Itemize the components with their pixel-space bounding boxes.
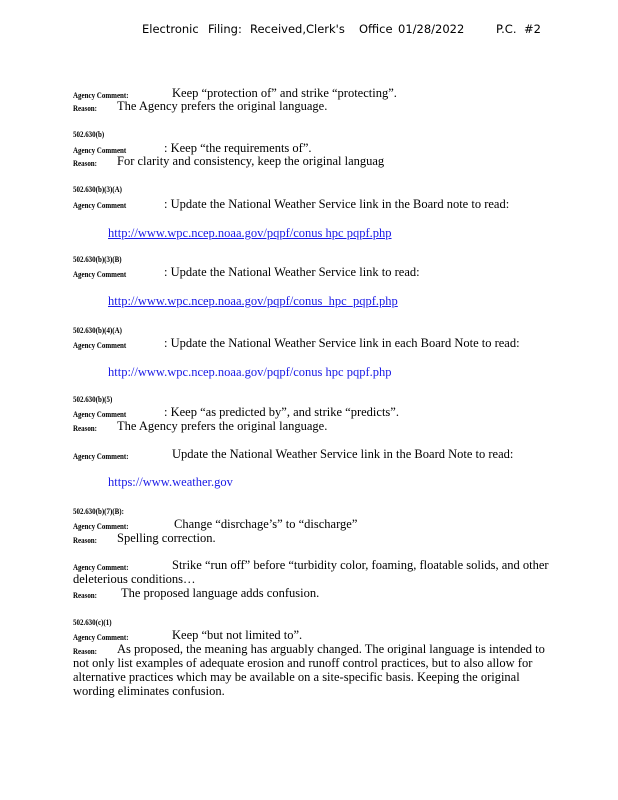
reason-label: Reason:: [73, 103, 98, 113]
comment-text-line2: deleterious conditions…: [73, 572, 196, 586]
reason-label: Reason:: [73, 646, 98, 656]
reason-text-line4: wording eliminates confusion.: [73, 684, 225, 698]
header-received: Received,Clerk's: [250, 22, 345, 36]
section-number: 502.630(b): [73, 129, 105, 139]
reason-text: For clarity and consistency, keep the original languag: [117, 154, 385, 168]
section-number: 502.630(b)(4)(A): [73, 325, 122, 335]
reason-text-line1: As proposed, the meaning has arguably changed. The original language is intended to: [117, 642, 545, 656]
nws-link[interactable]: http://www.wpc.ncep.noaa.gov/pqpf/conus hpc pqpf.php: [108, 365, 392, 379]
header-office: Office: [359, 22, 393, 36]
section-number: 502.630(b)(3)(B): [73, 254, 122, 264]
header-electronic: Electronic: [142, 22, 199, 36]
comment-text: : Keep “as predicted by”, and strike “predicts”.: [164, 405, 399, 419]
agency-comment-label: Agency Comment: [73, 409, 127, 419]
agency-comment-label: Agency Comment: [73, 200, 127, 210]
header-pc: P.C.: [496, 22, 517, 36]
nws-link[interactable]: http://www.wpc.ncep.noaa.gov/pqpf/conus_hpc_pqpf.php: [108, 294, 398, 308]
agency-comment-label: Agency Comment: [73, 340, 127, 350]
section-number: 502.630(b)(5): [73, 394, 113, 404]
agency-comment-label: Agency Comment:: [73, 521, 129, 531]
agency-comment-label: Agency Comment: [73, 269, 127, 279]
comment-text: Keep “but not limited to”.: [172, 628, 303, 642]
nws-link[interactable]: http://www.wpc.ncep.noaa.gov/pqpf/conus hpc pqpf.php: [108, 226, 392, 240]
section-number: 502.630(c)(1): [73, 617, 112, 627]
header-date: 01/28/2022: [398, 22, 465, 36]
agency-comment-label: Agency Comment: [73, 145, 127, 155]
agency-comment-label: Agency Comment:: [73, 562, 129, 572]
section-number: 502.630(b)(3)(A): [73, 184, 122, 194]
agency-comment-label: Agency Comment:: [73, 451, 129, 461]
section-number: 502.630(b)(7)(B):: [73, 506, 124, 516]
weather-gov-link[interactable]: https://www.weather.gov: [108, 475, 233, 489]
reason-text: Spelling correction.: [117, 531, 216, 545]
reason-text: The proposed language adds confusion.: [121, 586, 320, 600]
reason-label: Reason:: [73, 535, 98, 545]
comment-text: Change “disrchage’s” to “discharge”: [174, 517, 358, 531]
reason-label: Reason:: [73, 158, 98, 168]
comment-text: : Update the National Weather Service link in each Board Note to read:: [164, 336, 520, 350]
reason-label: Reason:: [73, 590, 98, 600]
comment-text: Keep “protection of” and strike “protecting”.: [172, 86, 397, 100]
agency-comment-label: Agency Comment:: [73, 90, 129, 100]
reason-text: The Agency prefers the original language.: [117, 99, 328, 113]
header-filing: Filing:: [208, 22, 242, 36]
header-pc-number: #2: [524, 22, 541, 36]
comment-text: : Update the National Weather Service link to read:: [164, 265, 420, 279]
comment-text: : Update the National Weather Service link in the Board note to read:: [164, 197, 510, 211]
comment-text: Update the National Weather Service link in the Board Note to read:: [172, 447, 514, 461]
reason-text: The Agency prefers the original language.: [117, 419, 328, 433]
agency-comment-label: Agency Comment:: [73, 632, 129, 642]
reason-text-line3: alternative practices which may be available on a site-specific basis. Keeping the original: [73, 670, 520, 684]
reason-text-line2: not only list examples of adequate erosion and runoff control practices, but to also allow for: [73, 656, 533, 670]
comment-text: : Keep “the requirements of”.: [164, 141, 312, 155]
reason-label: Reason:: [73, 423, 98, 433]
comment-text-line1: Strike “run off” before “turbidity color, foaming, floatable solids, and other: [172, 558, 549, 572]
